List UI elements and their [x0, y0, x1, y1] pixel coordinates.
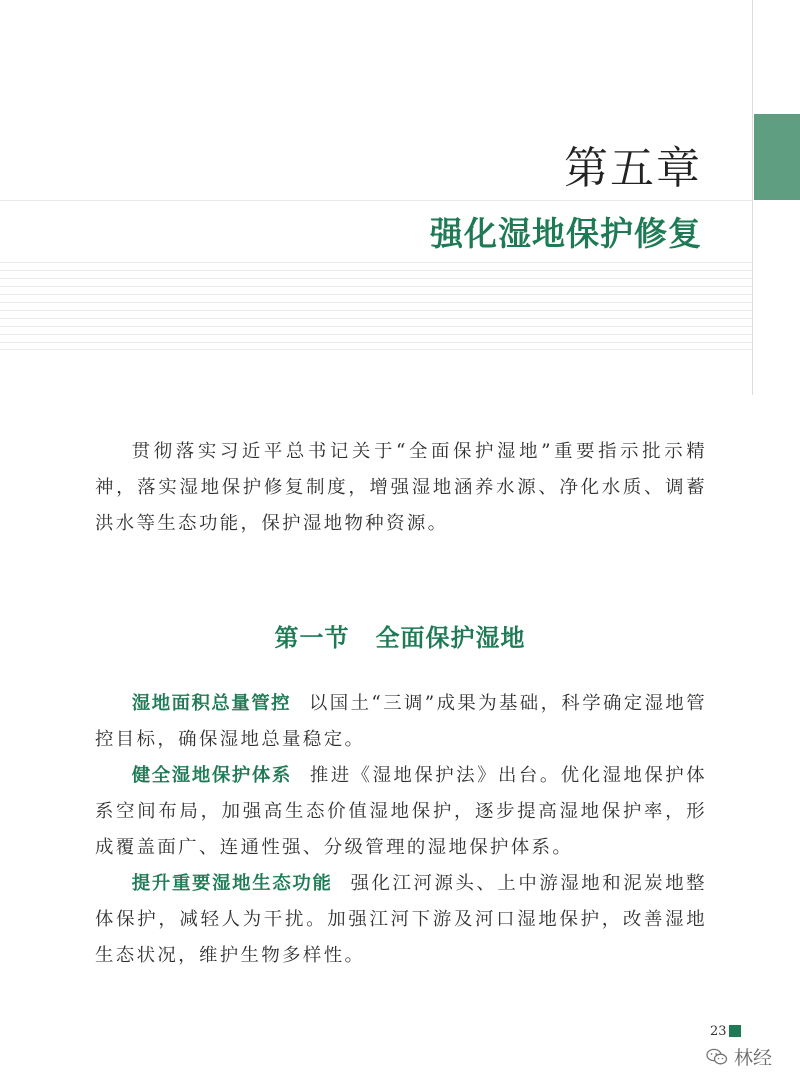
section-body: [95, 686, 707, 974]
paragraph-text: 强化江河源头、上中游湿地和泥炭地整体保护，减轻人为干扰。加强江河下游及河口湿地保护，改善湿地生态状况，维护生物多样性。: [95, 873, 707, 966]
section-title-text: 全面保护湿地: [375, 624, 526, 652]
paragraph: [95, 758, 707, 866]
paragraph-text: 推进《湿地保护法》出台。优化湿地保护体系空间布局，加强高生态价值湿地保护，逐步提高湿地保护率，形成覆盖面广、连通性强、分级管理的湿地保护体系。: [95, 765, 707, 858]
intro-paragraph: 贯彻落实习近平总书记关于“全面保护湿地”重要指示批示精神，落实湿地保护修复制度，增强湿地涵养水源、净化水质、调蓄洪水等生态功能，保护湿地物种资源。: [95, 441, 707, 534]
margin-rule: [752, 0, 753, 395]
section-title: [0, 618, 800, 653]
paragraph: [95, 866, 707, 974]
page-number-marker: [729, 1025, 741, 1037]
chapter-subtitle: 强化湿地保护修复: [430, 214, 702, 253]
section-number: 第一节: [274, 624, 350, 652]
chapter-title: 第五章: [564, 143, 702, 194]
watermark-text: 林经: [734, 1047, 773, 1069]
wechat-icon: [706, 1048, 728, 1066]
chapter-tab: [754, 114, 800, 200]
paragraph: [95, 686, 707, 758]
page-number: 23: [710, 1024, 727, 1039]
paragraph-lead: 提升重要湿地生态功能: [131, 873, 333, 894]
paragraph-lead: 湿地面积总量管控: [131, 693, 291, 714]
paragraph-lead: 健全湿地保护体系: [131, 765, 292, 786]
watermark: [706, 1043, 772, 1070]
paragraph-text: 以国土“三调”成果为基础，科学确定湿地管控目标，确保湿地总量稳定。: [95, 693, 707, 750]
